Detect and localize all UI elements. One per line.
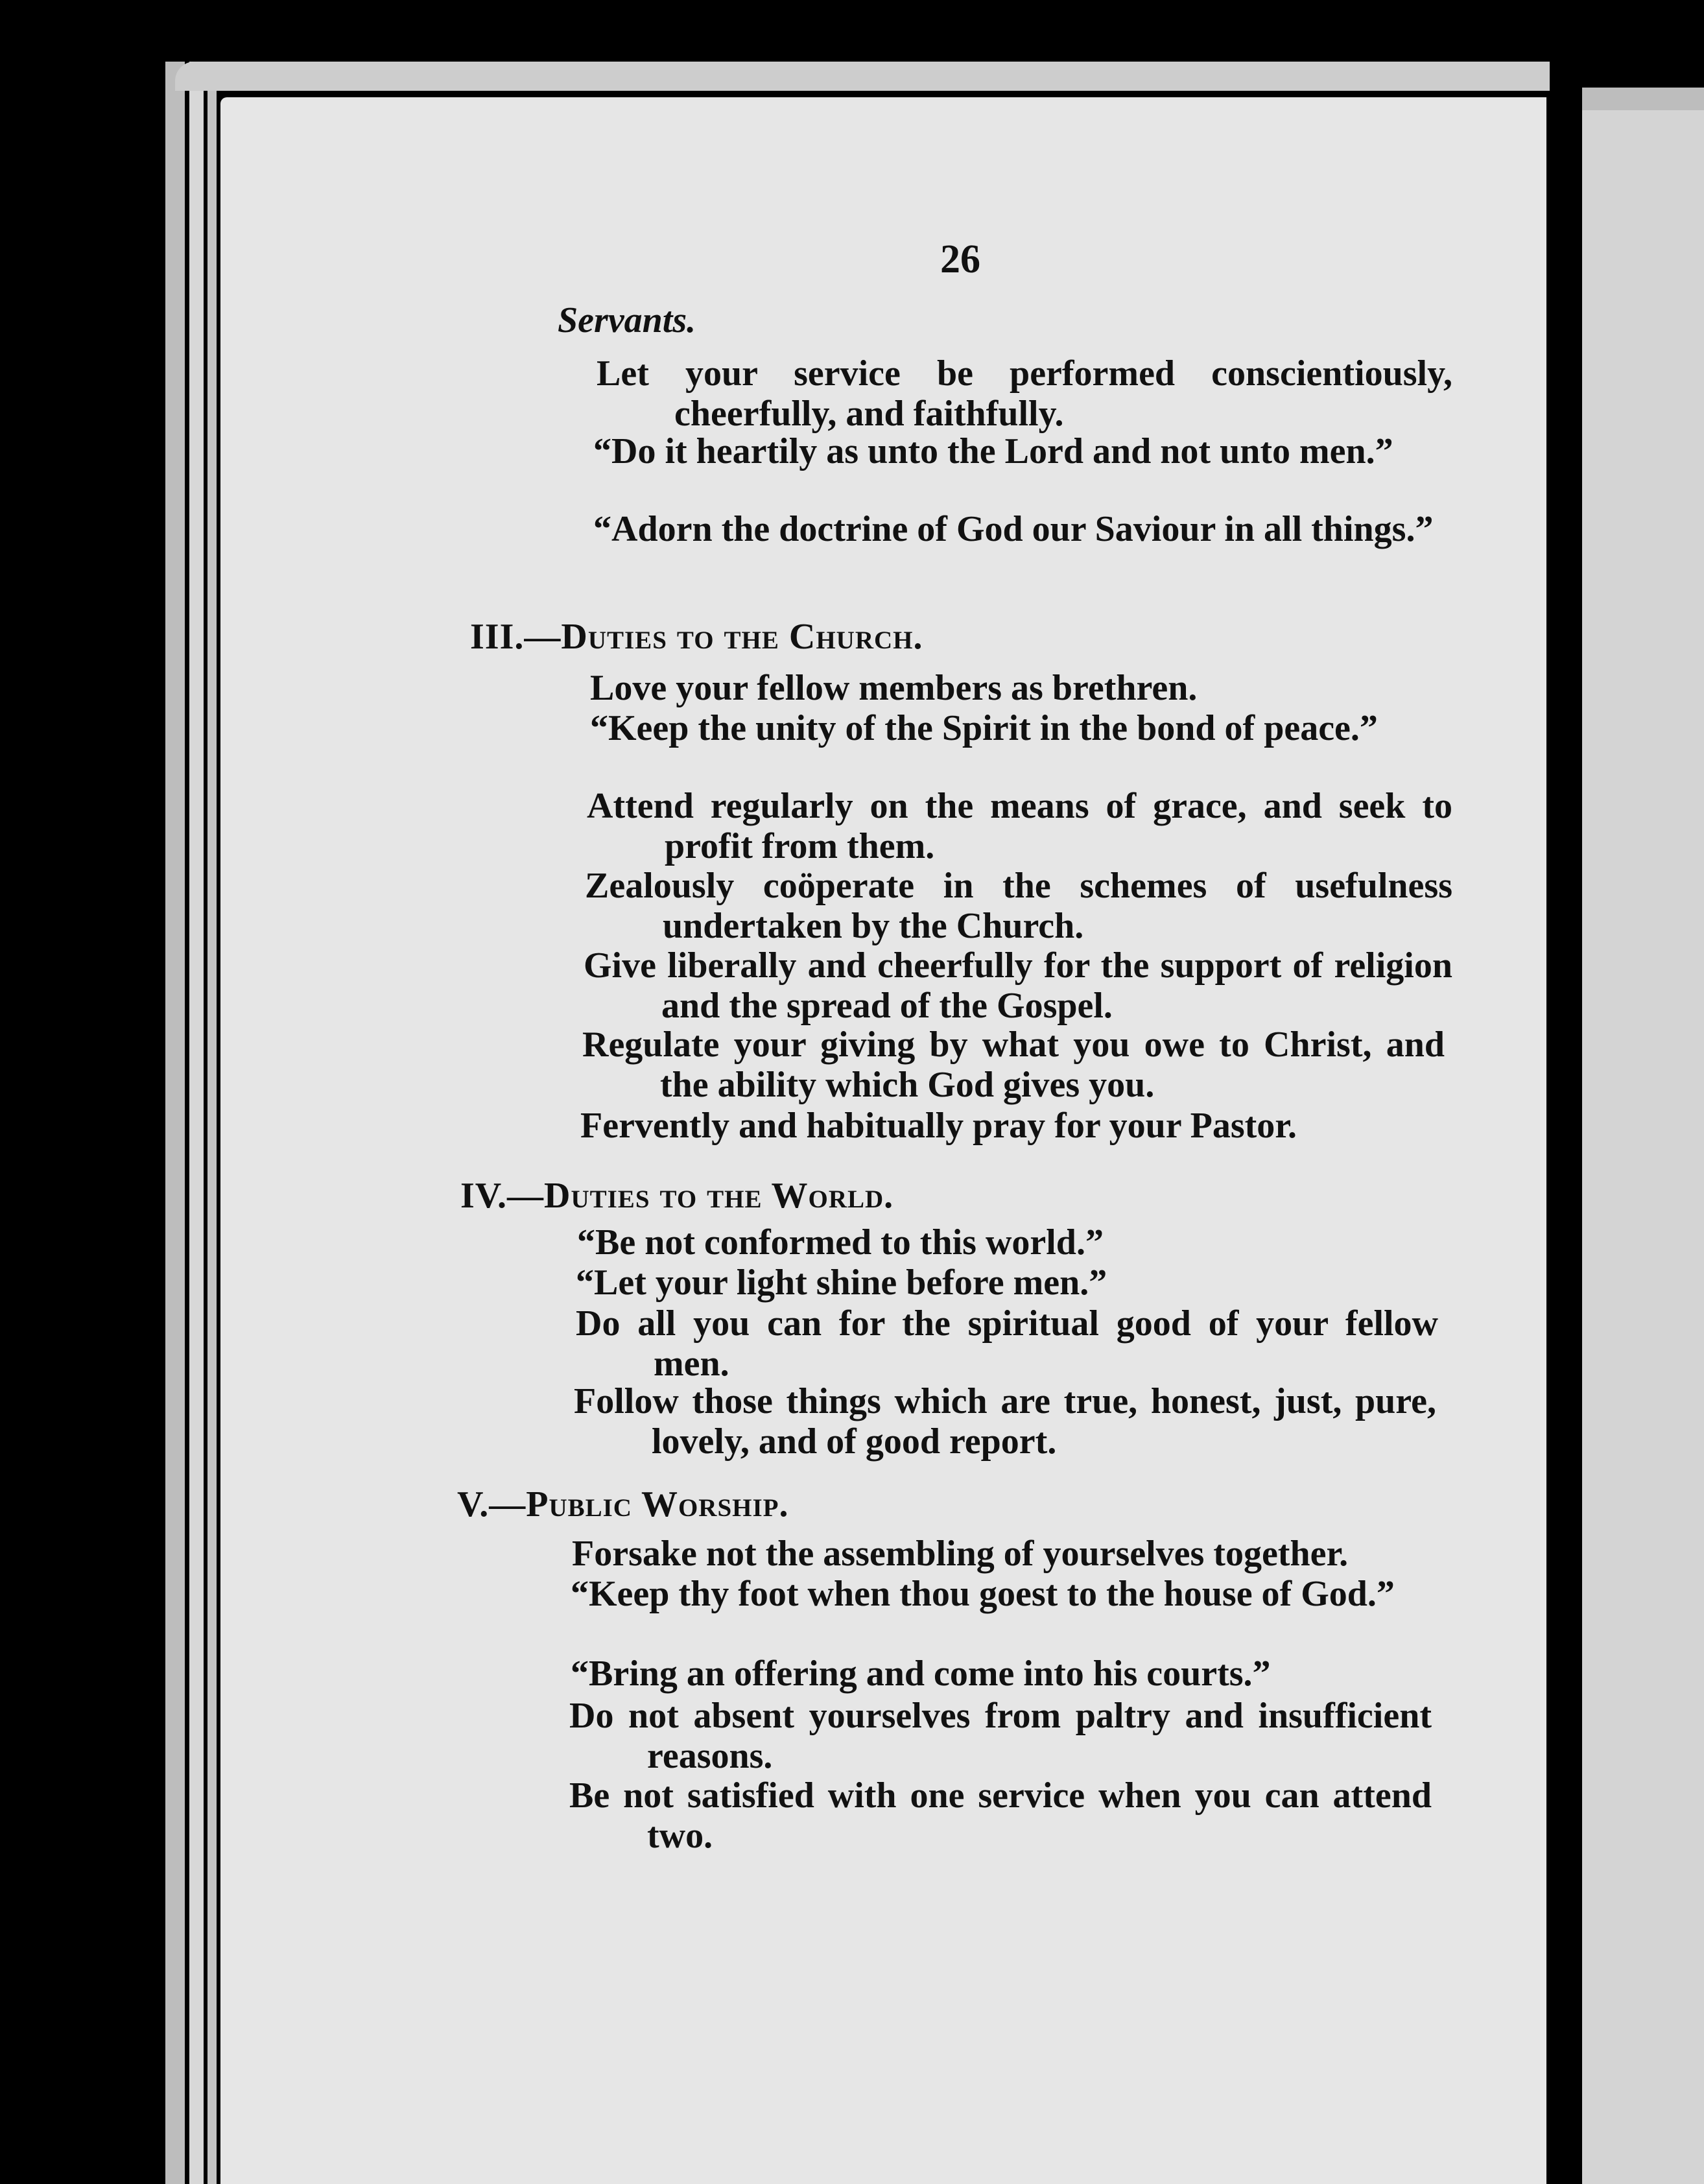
section-numeral: V.— <box>457 1484 527 1525</box>
paragraph: Be not satisfied with one service when you can attend two. <box>569 1775 1432 1856</box>
section-heading-worship <box>457 1484 789 1525</box>
paragraph: Forsake not the assembling of yourselves together. <box>572 1534 1349 1574</box>
servants-heading: Servants. <box>558 300 696 340</box>
section-numeral: IV.— <box>460 1176 545 1216</box>
section-title: Duties to the Church. <box>561 617 923 657</box>
paragraph: Give liberally and cheerfully for the support of religion and the spread of the Gospel. <box>584 945 1452 1026</box>
paragraph: “Let your light shine before men.” <box>576 1263 1107 1303</box>
section-numeral: III.— <box>470 617 562 657</box>
paragraph: Attend regularly on the means of grace, and seek to profit from them. <box>587 786 1452 866</box>
paragraph: “Keep the unity of the Spirit in the bond of peace.” <box>590 708 1378 748</box>
section-title: Duties to the World. <box>544 1176 894 1216</box>
paragraph: “Adorn the doctrine of God our Saviour in all things.” <box>593 509 1434 549</box>
paragraph: Regulate your giving by what you owe to Christ, and the ability which God gives you. <box>582 1025 1445 1105</box>
paragraph: Do all you can for the spiritual good of your fellow men. <box>576 1303 1438 1384</box>
paragraph: “Keep thy foot when thou goest to the house of God.” <box>571 1574 1395 1614</box>
page-number: 26 <box>940 237 980 281</box>
paragraph: Zealously coöperate in the schemes of usefulness undertaken by the Church. <box>585 866 1452 946</box>
section-title: Public Worship. <box>526 1484 789 1525</box>
paragraph: “Do it heartily as unto the Lord and not unto men.” <box>593 431 1393 471</box>
paragraph: Let your service be performed conscientiously, cheerfully, and faithfully. <box>597 353 1452 434</box>
paragraph: “Be not conformed to this world.” <box>577 1222 1104 1263</box>
paragraph: Do not absent yourselves from paltry and insufficient reasons. <box>569 1696 1432 1776</box>
section-heading-world <box>460 1175 893 1217</box>
paragraph: Love your fellow members as brethren. <box>590 668 1198 708</box>
paragraph: Follow those things which are true, honest, just, pure, lovely, and of good report. <box>574 1381 1436 1462</box>
section-heading-church <box>470 616 923 658</box>
paragraph: “Bring an offering and come into his courts.” <box>571 1654 1271 1694</box>
paragraph: Fervently and habitually pray for your Pastor. <box>580 1106 1297 1146</box>
